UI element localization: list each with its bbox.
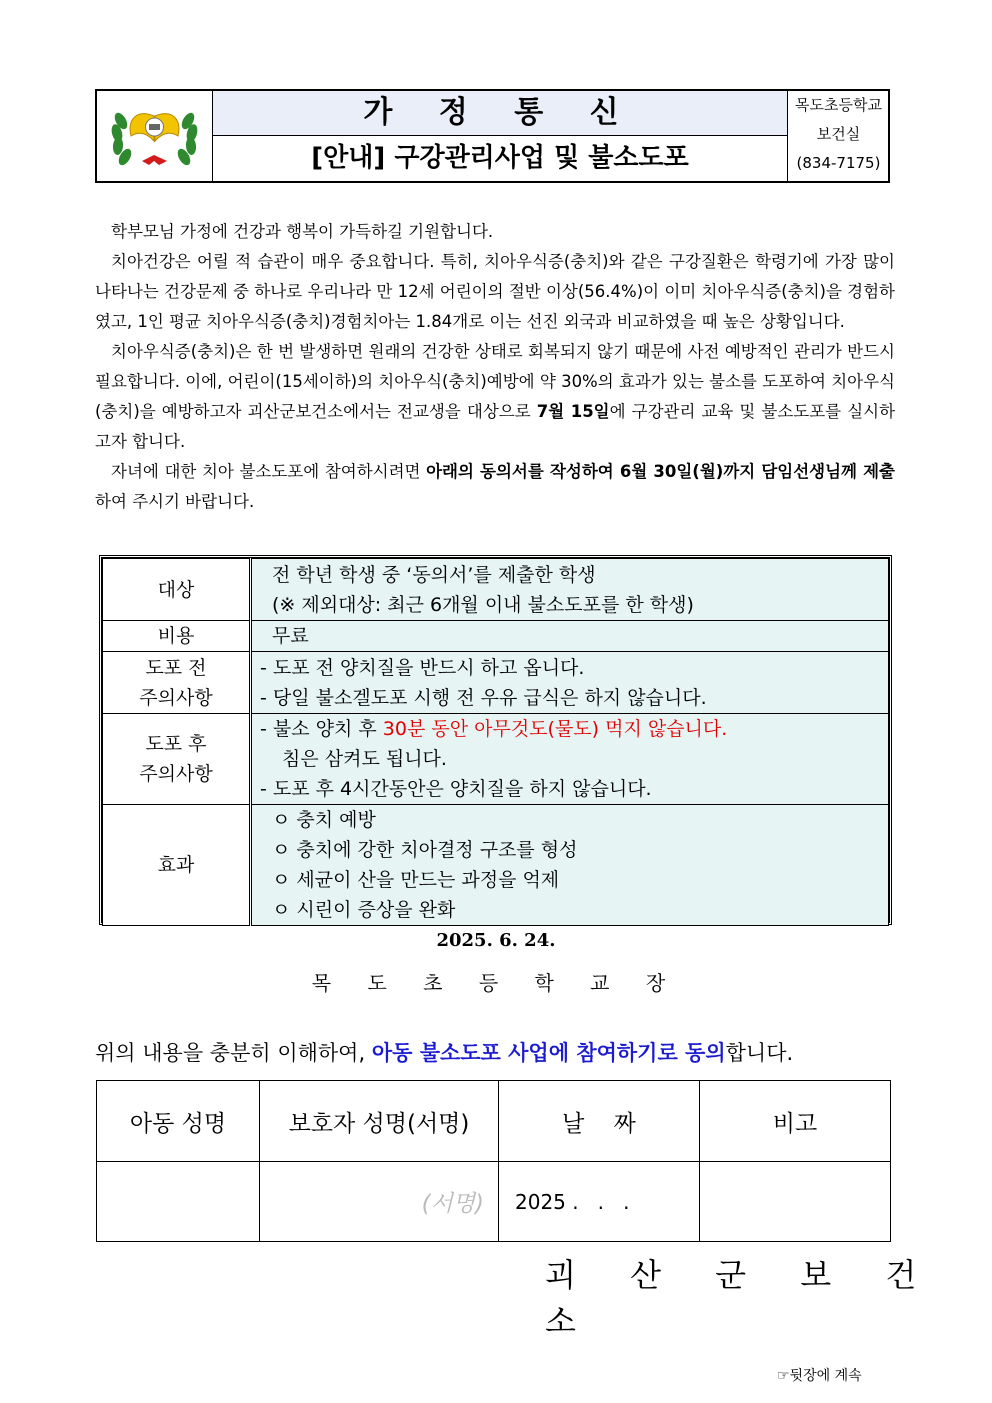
cost-text: 무료 xyxy=(272,625,309,647)
submission-deadline: 아래의 동의서를 작성하여 6월 30일(월)까지 담임선생님께 제출 xyxy=(426,462,895,481)
intro-paragraph-4 xyxy=(95,457,895,517)
school-emblem-icon xyxy=(97,91,213,181)
consent-text-end: 합니다. xyxy=(725,1041,794,1065)
after-line-1 xyxy=(260,714,888,744)
after-warning: 30분 동안 아무것도(물도) 먹지 않습니다. xyxy=(382,718,728,740)
after-label xyxy=(103,714,251,805)
before-label-2: 주의사항 xyxy=(139,686,213,709)
target-label: 대상 xyxy=(103,559,251,621)
p4-text: 자녀에 대한 치아 불소도포에 참여하시려면 xyxy=(111,462,427,481)
event-date: 7월 15일 xyxy=(536,402,610,421)
guardian-name-header: 보호자 성명(서명) xyxy=(260,1081,499,1162)
before-line-1: - 도포 전 양치질을 반드시 하고 옵니다. xyxy=(260,656,585,679)
before-label xyxy=(103,652,251,714)
consent-highlight: 아동 불소도포 사업에 참여하기로 동의 xyxy=(371,1041,726,1065)
before-label-1: 도포 전 xyxy=(145,656,207,679)
intro-paragraph-3 xyxy=(95,337,895,457)
school-name: 목도초등학교 xyxy=(795,96,882,114)
intro-paragraph-2: 치아건강은 어릴 적 습관이 매우 중요합니다. 특히, 치아우식증(충치)와 같은 구강질환은 학령기에 가장 많이 나타나는 건강문제 중 하나로 우리나라 만 12세 어린이의 절반 이상(56.4%)이 이미 치아우식증(충치)을 경험하였고, 1인 평균 치아우식증(충치)경험치아는 1.84개로 이는 선진 외국과 비교하였을 때 높은 상황입니다. xyxy=(95,252,895,331)
child-name-field[interactable] xyxy=(97,1162,260,1242)
effect-item: ㅇ 세균이 산을 만드는 과정을 억제 xyxy=(272,869,560,891)
p4-text-end: 하여 주시기 바랍니다. xyxy=(95,492,255,511)
header-box xyxy=(95,89,890,183)
continued-note: ☞뒷장에 계속 xyxy=(777,1368,862,1384)
after-line-3: - 도포 후 4시간동안은 양치질을 하지 않습니다. xyxy=(260,778,652,800)
intro-paragraph-1: 학부모님 가정에 건강과 행복이 가득하길 기원합니다. xyxy=(111,222,494,241)
date-field[interactable]: 2025 . . . xyxy=(499,1162,700,1242)
issue-date: 2025. 6. 24. xyxy=(436,930,556,951)
effect-item: ㅇ 충치 예방 xyxy=(272,809,376,831)
after-line-1-text: - 불소 양치 후 xyxy=(260,718,383,740)
page-subtitle: [안내] 구강관리사업 및 불소도포 xyxy=(311,143,689,173)
p3-text-end: 에 구강관리 교육 및 불소도포를 실시하고자 합니다. xyxy=(95,402,896,451)
consent-statement xyxy=(95,1037,793,1067)
p3-text: 치아우식증(충치)은 한 번 발생하면 원래의 건강한 상태로 회복되지 않기 때문에 사전 예방적인 관리가 반드시 필요합니다. 이에, 어린이(15세이하)의 치아우식(충치)예방에 약 30%의 효과가 있는 불소를 도포하여 치아우식(충치)을 예방하고자 괴산군보건소에서는 전교생을 대상으로 xyxy=(95,342,895,421)
consent-text: 위의 내용을 충분히 이해하여, xyxy=(95,1041,372,1065)
intro-text xyxy=(95,217,895,517)
after-label-2: 주의사항 xyxy=(139,763,213,785)
after-value xyxy=(251,714,889,805)
note-header: 비고 xyxy=(700,1081,891,1162)
effect-label: 효과 xyxy=(103,805,251,926)
guardian-signature-field[interactable]: (서명) xyxy=(260,1162,499,1242)
health-center-name: 괴 산 군 보 건 소 xyxy=(545,1256,939,1340)
after-line-2: 침은 삼켜도 됩니다. xyxy=(282,748,447,770)
cost-label: 비용 xyxy=(103,621,251,652)
child-name-header: 아동 성명 xyxy=(97,1081,260,1162)
effect-item: ㅇ 시린이 증상을 완화 xyxy=(272,899,456,921)
info-table xyxy=(99,555,892,925)
target-line-1: 전 학년 학생 중 ‘동의서’를 제출한 학생 xyxy=(272,563,596,586)
target-value xyxy=(251,559,889,621)
before-line-2: - 당일 불소겔도포 시행 전 우유 급식은 하지 않습니다. xyxy=(260,686,707,709)
sender-info xyxy=(787,91,889,181)
target-line-2: (※ 제외대상: 최근 6개월 이내 불소도포를 한 학생) xyxy=(272,593,694,616)
principal-signature: 목 도 초 등 학 교 장 xyxy=(311,971,681,995)
effect-item: ㅇ 충치에 강한 치아결정 구조를 형성 xyxy=(272,839,578,861)
office-name: 보건실 xyxy=(816,125,861,143)
page-title: 가 정 통 신 xyxy=(213,91,787,136)
after-label-1: 도포 후 xyxy=(145,733,207,755)
before-value xyxy=(251,652,889,714)
cost-value xyxy=(251,621,889,652)
effect-value xyxy=(251,805,889,926)
consent-form-table xyxy=(96,1080,891,1242)
phone-number: (834-7175) xyxy=(796,154,881,172)
note-field[interactable] xyxy=(700,1162,891,1242)
date-header: 날 짜 xyxy=(499,1081,700,1162)
